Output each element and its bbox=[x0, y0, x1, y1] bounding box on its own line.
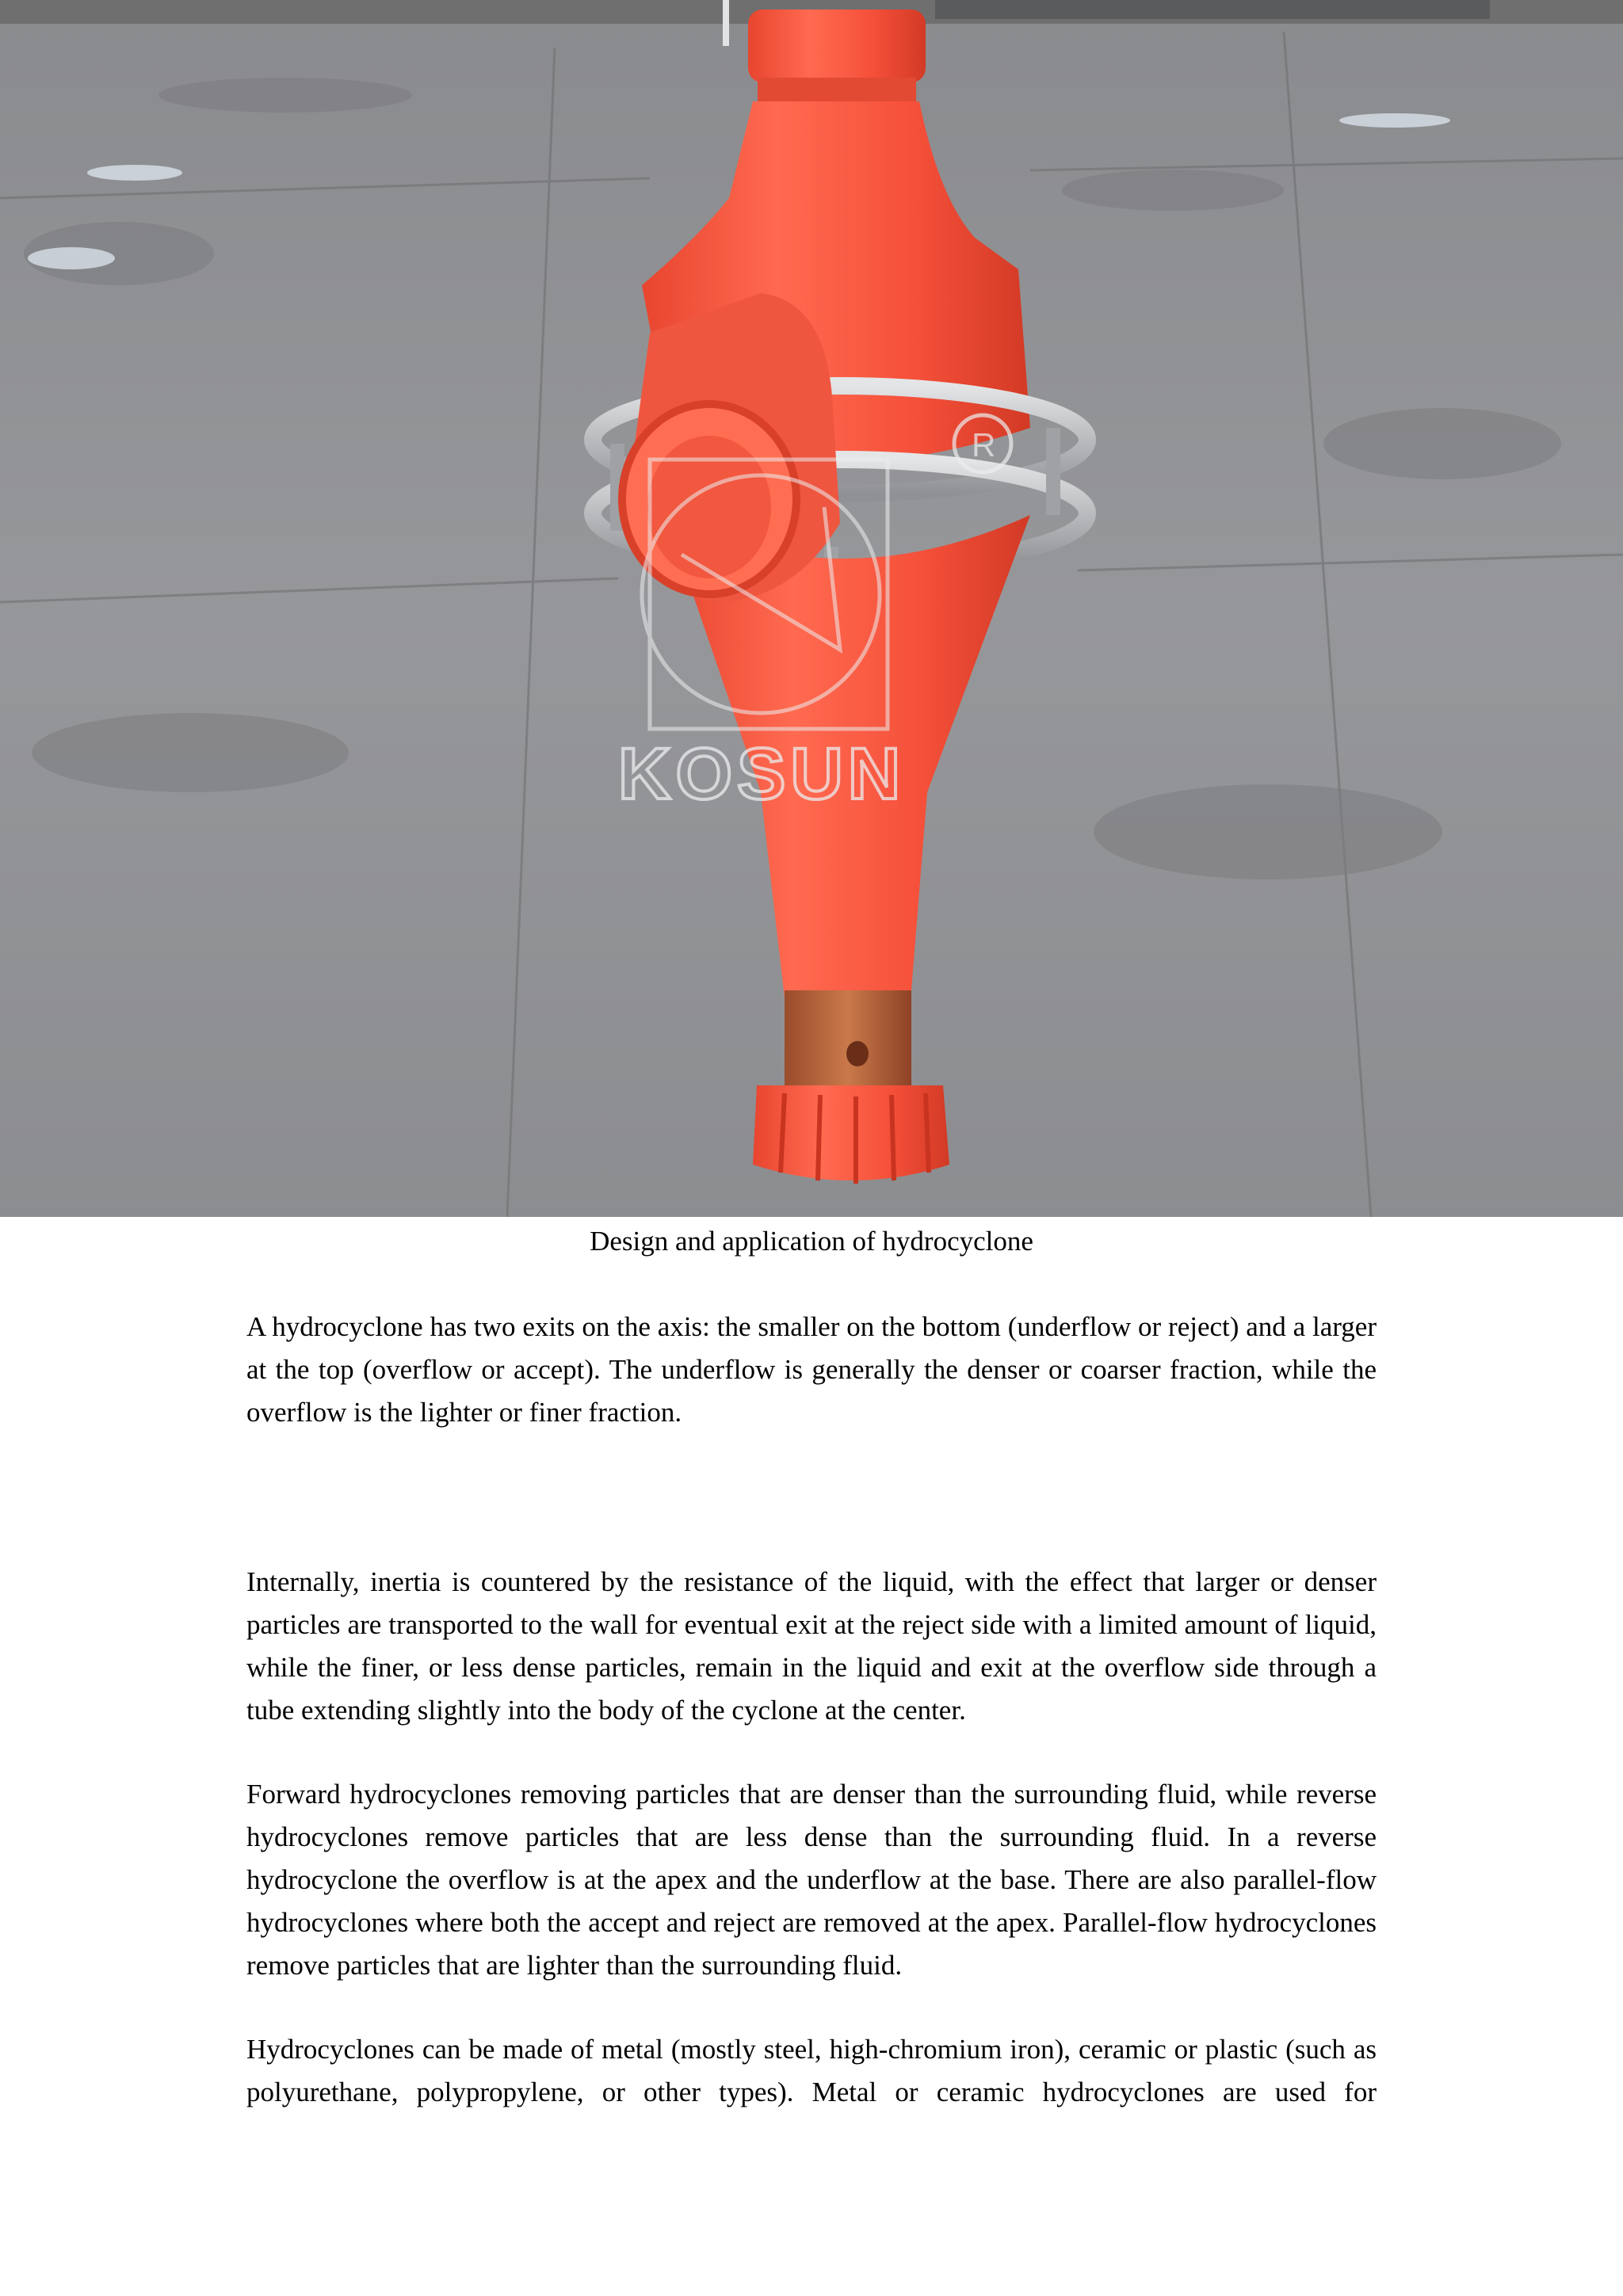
paragraph-materials: Hydrocyclones can be made of metal (mostly steel, high-chromium iron), ceramic or plastic (such as polyurethane, polypropylene, or other types). Metal or ceramic hydrocyclones are used for bbox=[246, 2034, 1377, 2107]
svg-text:R: R bbox=[972, 426, 996, 463]
watermark-text: KOSUN bbox=[618, 734, 906, 814]
paragraph-forward-reverse: Forward hydrocyclones removing particles that are denser than the surrounding fluid, while reverse hydrocyclones remove particles that are less dense than the surrounding fluid. In a reverse hydrocyclone the overflow is at the apex and the underflow at the base. There are also parallel-flow hydrocyclones where both the accept and reject are removed at the apex. Parallel-flow hydrocyclones remove particles that are lighter than the surrounding fluid. bbox=[246, 1779, 1377, 1981]
figure-caption: Design and application of hydrocyclone bbox=[590, 1226, 1033, 1257]
paragraph-internal-inertia: Internally, inertia is countered by the resistance of the liquid, with the effect that larger or denser particles are transported to the wall for eventual exit at the reject side with a limited amount of liquid, while the finer, or less dense particles, remain in the liquid and exit at the overflow side through a tube extending slightly into the body of the cyclone at the center. bbox=[246, 1566, 1377, 1726]
paragraph-exits: A hydrocyclone has two exits on the axis: the smaller on the bottom (underflow or reject) and a larger at the top (overflow or accept). The underflow is generally the denser or coarser fraction, while the overflow is the lighter or finer fraction. bbox=[246, 1311, 1377, 1428]
